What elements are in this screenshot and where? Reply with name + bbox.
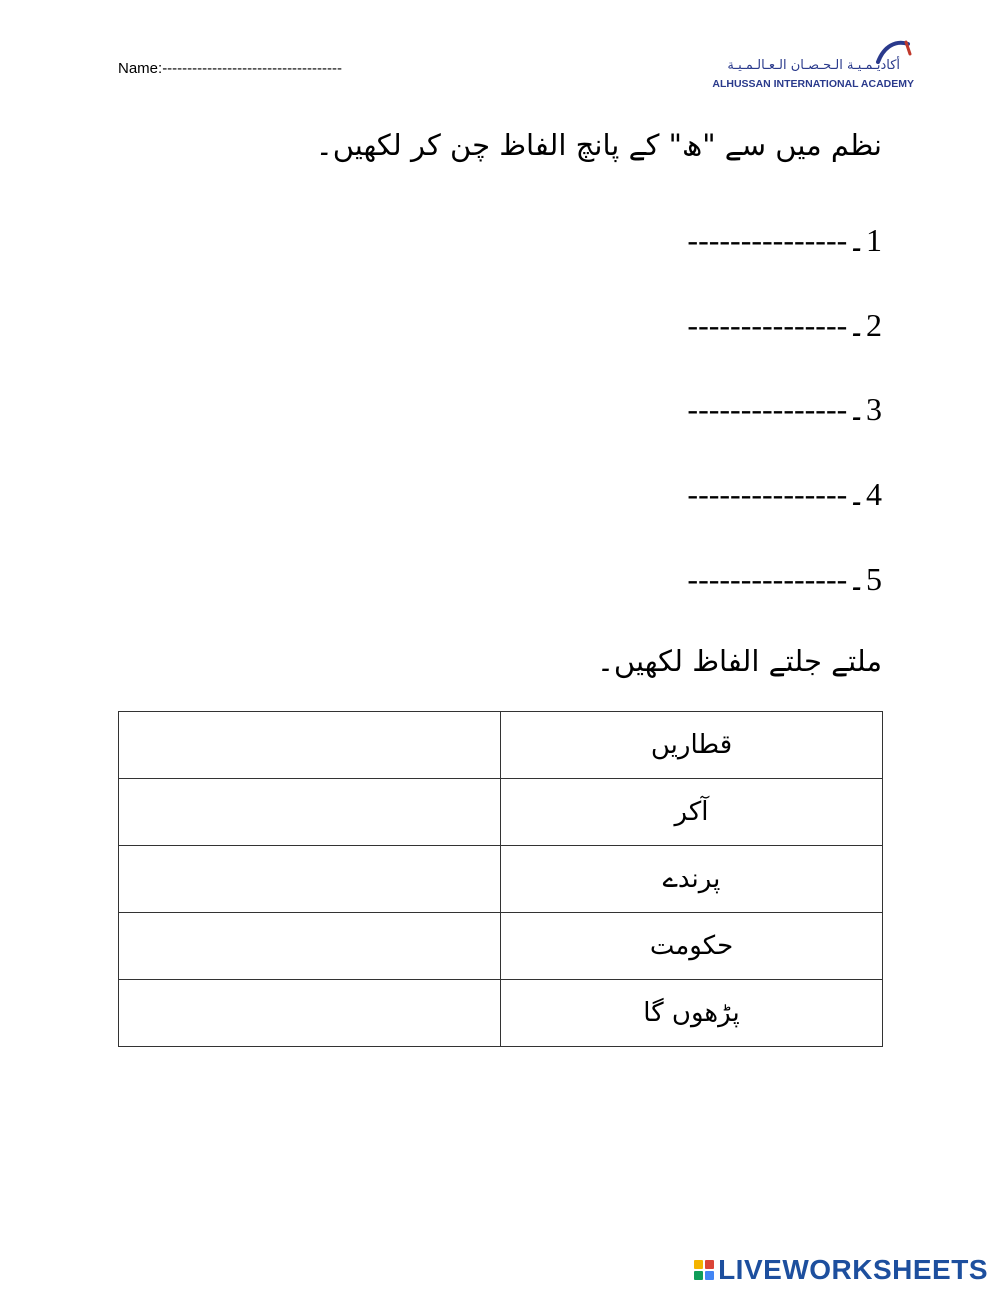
answer-cell[interactable] bbox=[119, 913, 501, 980]
answer-input[interactable] bbox=[119, 846, 500, 912]
answer-blank: ---------------۔ bbox=[687, 476, 866, 512]
name-dashes: ------------------------------------ bbox=[162, 60, 343, 77]
answer-input[interactable] bbox=[119, 980, 500, 1046]
word-cell: قطاریں bbox=[501, 712, 883, 779]
similar-words-table bbox=[118, 711, 883, 1047]
answer-line[interactable] bbox=[687, 305, 882, 345]
answer-cell[interactable] bbox=[119, 712, 501, 779]
answer-number: 4 bbox=[866, 475, 882, 512]
answer-cell[interactable] bbox=[119, 779, 501, 846]
answer-input[interactable] bbox=[119, 779, 500, 845]
name-line bbox=[118, 60, 342, 77]
liveworksheets-logo-icon bbox=[694, 1260, 714, 1280]
table-row bbox=[119, 846, 883, 913]
logo-arabic-text: أكاديـمـيـة الـحـصـان الـعـالـمـيـة bbox=[727, 58, 900, 73]
word-cell: حکومت bbox=[501, 913, 883, 980]
answer-line[interactable] bbox=[687, 559, 882, 599]
answer-line[interactable] bbox=[687, 474, 882, 514]
section2-instruction: ملتے جلتے الفاظ لکھیں۔ bbox=[596, 644, 882, 678]
answer-cell[interactable] bbox=[119, 980, 501, 1047]
brand-text: LIVEWORKSHEETS bbox=[718, 1254, 988, 1285]
answer-blank: ---------------۔ bbox=[687, 391, 866, 427]
answer-blank: ---------------۔ bbox=[687, 561, 866, 597]
section1-instruction: نظم میں سے "ھ" کے پانچ الفاظ چن کر لکھیں۔ bbox=[315, 128, 882, 162]
table-row bbox=[119, 913, 883, 980]
answer-input[interactable] bbox=[119, 712, 500, 778]
answer-blank: ---------------۔ bbox=[687, 307, 866, 343]
answer-input[interactable] bbox=[119, 913, 500, 979]
answer-cell[interactable] bbox=[119, 846, 501, 913]
logo-english-text: ALHUSSAN INTERNATIONAL ACADEMY bbox=[712, 78, 914, 90]
answer-line[interactable] bbox=[687, 389, 882, 429]
table-row bbox=[119, 779, 883, 846]
name-label: Name: bbox=[118, 60, 163, 77]
liveworksheets-brand bbox=[694, 1253, 988, 1287]
answer-line[interactable] bbox=[687, 220, 882, 260]
word-cell: پڑھوں گا bbox=[501, 980, 883, 1047]
table-row bbox=[119, 712, 883, 779]
word-cell: آکر bbox=[501, 779, 883, 846]
answer-number: 1 bbox=[866, 221, 882, 258]
word-cell: پرندے bbox=[501, 846, 883, 913]
answer-blank: ---------------۔ bbox=[687, 222, 866, 258]
table-row bbox=[119, 980, 883, 1047]
answer-number: 3 bbox=[866, 390, 882, 427]
answer-number: 5 bbox=[866, 560, 882, 597]
answer-number: 2 bbox=[866, 306, 882, 343]
school-logo bbox=[712, 38, 914, 92]
